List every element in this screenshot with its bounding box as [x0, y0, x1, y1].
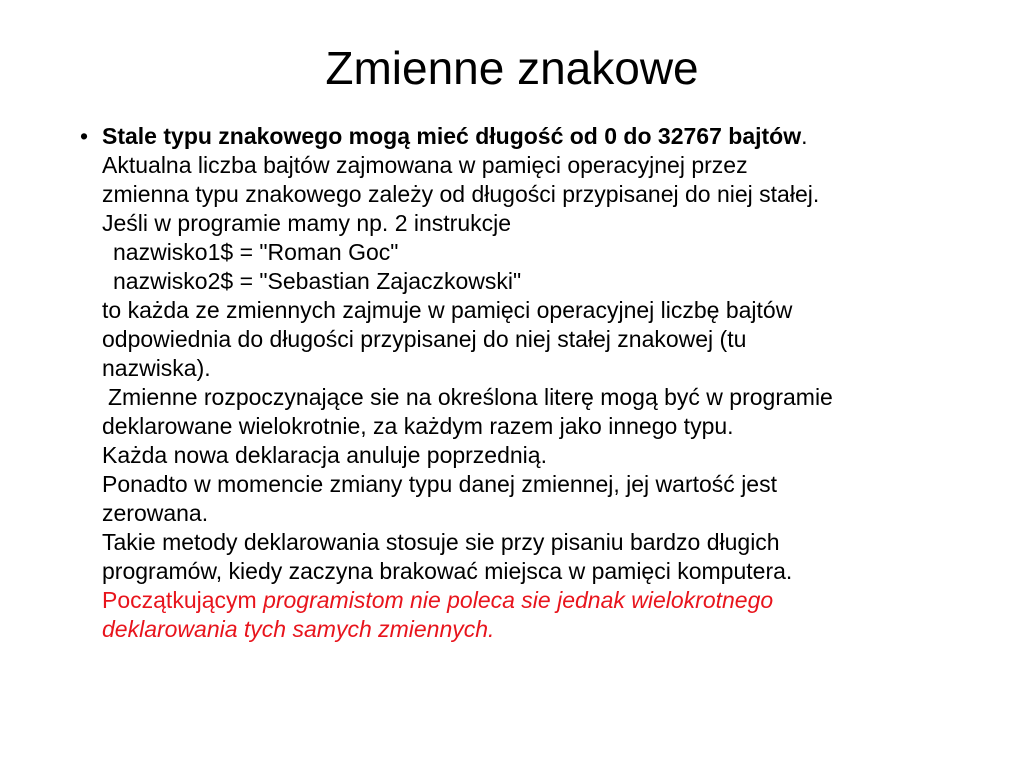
code-line: nazwisko1$ = "Roman Goc": [113, 239, 399, 265]
text-line: to każda ze zmiennych zajmuje w pamięci operacyjnej liczbę bajtów: [102, 297, 793, 323]
warning-italic-text: programistom nie poleca sie jednak wielokrotnego: [263, 587, 774, 613]
code-line: nazwisko2$ = "Sebastian Zajaczkowski": [113, 268, 522, 294]
bold-lead-end: .: [801, 123, 808, 149]
text-line: programów, kiedy zaczyna brakować miejsca w pamięci komputera.: [102, 558, 793, 584]
text-line: zerowana.: [102, 500, 209, 526]
bullet-item: [72, 122, 972, 644]
slide-title: Zmienne znakowe: [325, 42, 699, 94]
bullet-icon: •: [80, 123, 89, 149]
warning-line-end: deklarowania tych samych zmiennych.: [102, 616, 495, 642]
text-line: Aktualna liczba bajtów zajmowana w pamięci operacyjnej przez: [102, 152, 748, 178]
warning-regular-text: Początkującym: [102, 587, 264, 613]
text-line: odpowiednia do długości przypisanej do niej stałej znakowej (tu: [102, 326, 747, 352]
bullet-lead-line: [102, 122, 972, 151]
text-line: Zmienne rozpoczynające sie na określona literę mogą być w programie: [108, 384, 833, 410]
text-line: Ponadto w momencie zmiany typu danej zmiennej, jej wartość jest: [102, 471, 777, 497]
slide-content: [72, 122, 972, 644]
text-line: Jeśli w programie mamy np. 2 instrukcje: [102, 210, 512, 236]
text-line: zmienna typu znakowego zależy od długości przypisanej do niej stałej.: [102, 181, 820, 207]
text-line: nazwiska).: [102, 355, 211, 381]
bold-lead-text: Stale typu znakowego mogą mieć długość od 0 do 32767 bajtów: [102, 123, 802, 149]
warning-line: [102, 586, 972, 615]
text-line: Każda nowa deklaracja anuluje poprzednią.: [102, 442, 547, 468]
text-line: Takie metody deklarowania stosuje sie przy pisaniu bardzo długich: [102, 529, 780, 555]
text-line: deklarowane wielokrotnie, za każdym razem jako innego typu.: [102, 413, 734, 439]
